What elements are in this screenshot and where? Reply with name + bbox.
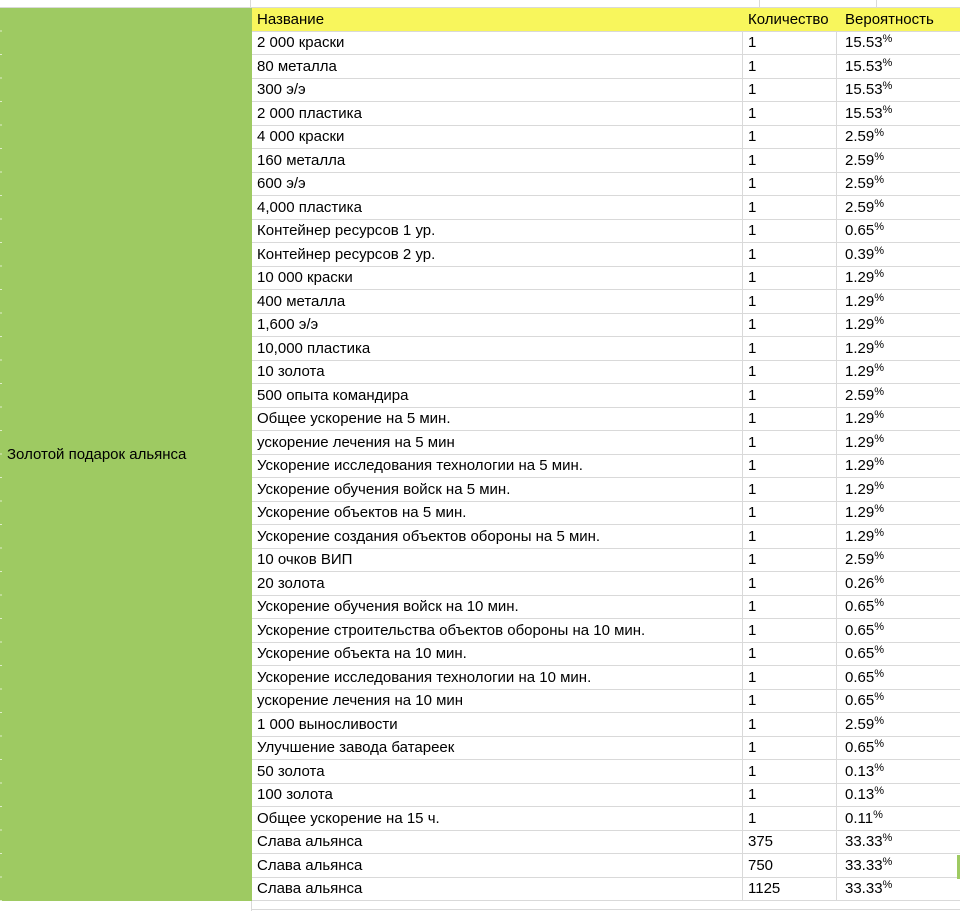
cell-name[interactable]: Ускорение исследования технологии на 5 мин.	[252, 455, 743, 478]
table-row	[252, 126, 960, 150]
cell-probability[interactable]: 2.59 %	[845, 197, 884, 216]
cell-quantity[interactable]: 1	[743, 455, 837, 478]
cell-probability[interactable]: 1.29 %	[845, 362, 884, 381]
cell-quantity[interactable]: 1	[743, 713, 837, 736]
cell-name[interactable]: Улучшение завода батареек	[252, 737, 743, 760]
cell-name[interactable]: 10 000 краски	[252, 267, 743, 290]
cell-probability[interactable]: 1.29 %	[845, 338, 884, 357]
cell-name[interactable]: 1,600 э/э	[252, 314, 743, 337]
table-row	[252, 643, 960, 667]
table-row	[252, 737, 960, 761]
cell-quantity[interactable]: 1	[743, 337, 837, 360]
cell-probability[interactable]: 0.65 %	[845, 644, 884, 663]
cell-quantity[interactable]: 1	[743, 361, 837, 384]
table-row	[252, 831, 960, 855]
cell-name[interactable]: 10 очков ВИП	[252, 549, 743, 572]
cell-quantity[interactable]: 1	[743, 572, 837, 595]
cell-probability[interactable]: 1.29 %	[845, 409, 884, 428]
table-row	[252, 502, 960, 526]
table-row	[252, 79, 960, 103]
cell-name[interactable]: 20 золота	[252, 572, 743, 595]
cell-quantity[interactable]: 1	[743, 619, 837, 642]
cell-quantity[interactable]: 750	[743, 854, 837, 877]
cell-name[interactable]: 80 металла	[252, 55, 743, 78]
table-row	[252, 572, 960, 596]
cell-probability[interactable]: 1.29 %	[845, 503, 884, 522]
cell-probability[interactable]: 1.29 %	[845, 315, 884, 334]
cell-probability[interactable]: 15.53 %	[845, 33, 893, 52]
cell-probability[interactable]: 33.33 %	[845, 832, 893, 851]
cell-probability[interactable]: 2.59 %	[845, 150, 884, 169]
cell-probability[interactable]: 1.29 %	[845, 291, 884, 310]
gift-name-label: Золотой подарок альянса	[7, 446, 187, 463]
cell-quantity[interactable]: 1	[743, 55, 837, 78]
cell-name[interactable]: 1 000 выносливости	[252, 713, 743, 736]
cell-name[interactable]: 2 000 пластика	[252, 102, 743, 125]
gift-name-cell[interactable]	[0, 8, 252, 901]
table-row	[252, 337, 960, 361]
column-header-quantity[interactable]: Количество	[748, 10, 829, 28]
cell-name[interactable]: ускорение лечения на 5 мин	[252, 431, 743, 454]
cell-name[interactable]: Общее ускорение на 15 ч.	[252, 807, 743, 830]
table-row	[252, 878, 960, 902]
cell-quantity[interactable]: 1	[743, 478, 837, 501]
cell-name[interactable]: 600 э/э	[252, 173, 743, 196]
cell-name[interactable]: 400 металла	[252, 290, 743, 313]
table-row	[252, 384, 960, 408]
column-header-name[interactable]: Название	[257, 10, 325, 28]
cell-probability[interactable]: 0.65 %	[845, 221, 884, 240]
table-row	[252, 431, 960, 455]
top-gridline-tick	[759, 0, 760, 7]
table-row	[252, 173, 960, 197]
cell-probability[interactable]: 33.33 %	[845, 855, 893, 874]
cell-probability[interactable]: 2.59 %	[845, 714, 884, 733]
table-row	[252, 666, 960, 690]
table-body	[252, 32, 960, 902]
cell-probability[interactable]: 2.59 %	[845, 385, 884, 404]
cell-probability[interactable]: 1.29 %	[845, 479, 884, 498]
cell-quantity[interactable]: 1	[743, 525, 837, 548]
cell-quantity[interactable]: 1	[743, 408, 837, 431]
cell-probability[interactable]: 0.13 %	[845, 761, 884, 780]
cell-probability[interactable]: 1.29 %	[845, 432, 884, 451]
cell-name[interactable]: 10,000 пластика	[252, 337, 743, 360]
cell-probability[interactable]: 1.29 %	[845, 268, 884, 287]
cell-name[interactable]: 100 золота	[252, 784, 743, 807]
cell-name[interactable]: Ускорение объектов на 5 мин.	[252, 502, 743, 525]
cell-probability[interactable]: 0.65 %	[845, 667, 884, 686]
cell-name[interactable]: Ускорение исследования технологии на 10 мин.	[252, 666, 743, 689]
cell-quantity[interactable]: 1	[743, 666, 837, 689]
cell-probability[interactable]: 15.53 %	[845, 103, 893, 122]
cell-probability[interactable]: 0.65 %	[845, 691, 884, 710]
table-row	[252, 525, 960, 549]
cell-quantity[interactable]: 1	[743, 243, 837, 266]
cell-quantity[interactable]: 1	[743, 502, 837, 525]
table-row	[252, 760, 960, 784]
cell-name[interactable]: Контейнер ресурсов 1 ур.	[252, 220, 743, 243]
cell-quantity[interactable]: 1	[743, 549, 837, 572]
cell-quantity[interactable]: 1	[743, 220, 837, 243]
table-row	[252, 408, 960, 432]
cell-name[interactable]: 4,000 пластика	[252, 196, 743, 219]
cell-quantity[interactable]: 1	[743, 173, 837, 196]
cell-probability[interactable]: 0.39 %	[845, 244, 884, 263]
cell-name[interactable]: Ускорение обучения войск на 5 мин.	[252, 478, 743, 501]
cell-probability[interactable]: 0.26 %	[845, 573, 884, 592]
cell-name[interactable]: Слава альянса	[252, 831, 743, 854]
top-gridline-tick	[250, 0, 251, 7]
cell-quantity[interactable]: 1	[743, 102, 837, 125]
table-row	[252, 807, 960, 831]
cell-quantity[interactable]: 1	[743, 760, 837, 783]
cell-probability[interactable]: 0.13 %	[845, 785, 884, 804]
cell-name[interactable]: Ускорение обучения войск на 10 мин.	[252, 596, 743, 619]
cell-quantity[interactable]: 1	[743, 196, 837, 219]
table-row	[252, 196, 960, 220]
cell-name[interactable]: 160 металла	[252, 149, 743, 172]
table-row	[252, 55, 960, 79]
cell-quantity[interactable]: 1	[743, 384, 837, 407]
table-row	[252, 784, 960, 808]
table-row	[252, 149, 960, 173]
cell-name[interactable]: Ускорение создания объектов обороны на 5 мин.	[252, 525, 743, 548]
table-row	[252, 690, 960, 714]
cell-name[interactable]: Ускорение строительства объектов обороны на 10 мин.	[252, 619, 743, 642]
bottom-gridline	[252, 909, 960, 910]
cell-quantity[interactable]: 1	[743, 690, 837, 713]
cell-name[interactable]: Слава альянса	[252, 878, 743, 901]
cell-probability[interactable]: 2.59 %	[845, 127, 884, 146]
table-row	[252, 854, 960, 878]
cell-name[interactable]: 10 золота	[252, 361, 743, 384]
table-row	[252, 243, 960, 267]
top-gridline-tick	[876, 0, 877, 7]
cell-name[interactable]: Общее ускорение на 5 мин.	[252, 408, 743, 431]
cell-quantity[interactable]: 1	[743, 126, 837, 149]
cell-probability[interactable]: 15.53 %	[845, 80, 893, 99]
cell-name[interactable]: 4 000 краски	[252, 126, 743, 149]
table-row	[252, 314, 960, 338]
cell-probability[interactable]: 1.29 %	[845, 526, 884, 545]
cell-name[interactable]: 2 000 краски	[252, 32, 743, 55]
cell-probability[interactable]: 0.11 %	[845, 808, 883, 827]
cell-quantity[interactable]: 1	[743, 807, 837, 830]
table-row	[252, 361, 960, 385]
cell-probability[interactable]: 0.65 %	[845, 620, 884, 639]
cell-quantity[interactable]: 1	[743, 737, 837, 760]
table-row	[252, 32, 960, 56]
table-row	[252, 596, 960, 620]
cell-probability[interactable]: 33.33 %	[845, 879, 893, 898]
cell-quantity[interactable]: 1	[743, 643, 837, 666]
table-row	[252, 478, 960, 502]
header-row	[252, 8, 960, 32]
cell-quantity[interactable]: 1	[743, 596, 837, 619]
table-row	[252, 619, 960, 643]
cell-quantity[interactable]: 1	[743, 784, 837, 807]
table-row	[252, 220, 960, 244]
column-header-probability[interactable]: Вероятность	[845, 10, 934, 28]
cell-name[interactable]: Слава альянса	[252, 854, 743, 877]
cell-name[interactable]: 300 э/э	[252, 79, 743, 102]
table-row	[252, 713, 960, 737]
cell-quantity[interactable]: 375	[743, 831, 837, 854]
cell-quantity[interactable]: 1	[743, 149, 837, 172]
cell-quantity[interactable]: 1	[743, 79, 837, 102]
cell-name[interactable]: 50 золота	[252, 760, 743, 783]
cell-name[interactable]: Ускорение объекта на 10 мин.	[252, 643, 743, 666]
cell-quantity[interactable]: 1	[743, 314, 837, 337]
cell-quantity[interactable]: 1	[743, 267, 837, 290]
table-row	[252, 549, 960, 573]
cell-quantity[interactable]: 1	[743, 431, 837, 454]
table-row	[252, 455, 960, 479]
table-row	[252, 267, 960, 291]
cell-probability[interactable]: 0.65 %	[845, 738, 884, 757]
cell-quantity[interactable]: 1125	[743, 878, 837, 901]
cell-name[interactable]: 500 опыта командира	[252, 384, 743, 407]
cell-name[interactable]: Контейнер ресурсов 2 ур.	[252, 243, 743, 266]
cell-probability[interactable]: 15.53 %	[845, 56, 893, 75]
cell-quantity[interactable]: 1	[743, 290, 837, 313]
cell-probability[interactable]: 2.59 %	[845, 550, 884, 569]
loot-table	[252, 8, 960, 901]
cell-probability[interactable]: 0.65 %	[845, 597, 884, 616]
cell-probability[interactable]: 2.59 %	[845, 174, 884, 193]
top-gridline-strip	[0, 0, 960, 8]
table-row	[252, 290, 960, 314]
cell-probability[interactable]: 1.29 %	[845, 456, 884, 475]
cell-quantity[interactable]: 1	[743, 32, 837, 55]
table-row	[252, 102, 960, 126]
cell-name[interactable]: ускорение лечения на 10 мин	[252, 690, 743, 713]
